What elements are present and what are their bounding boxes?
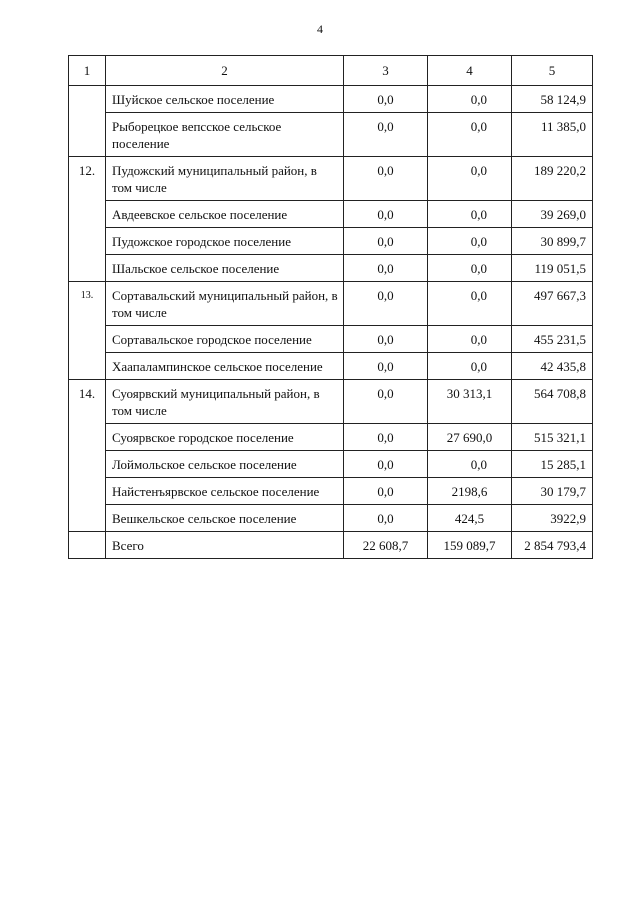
row-name: Пудожское городское поселение [106, 228, 344, 255]
row-value-4: 2198,6 [428, 478, 512, 505]
row-value-5: 497 667,3 [512, 282, 593, 326]
row-value-4: 0,0 [428, 255, 512, 282]
row-value-3: 0,0 [344, 424, 428, 451]
row-name: Хаапалампинское сельское поселение [106, 353, 344, 380]
row-name: Шуйское сельское поселение [106, 86, 344, 113]
row-value-5: 30 899,7 [512, 228, 593, 255]
row-name: Суоярвский муниципальный район, в том числе [106, 380, 344, 424]
table-row [69, 255, 593, 282]
row-value-3: 0,0 [344, 201, 428, 228]
header-col-2: 2 [106, 56, 344, 86]
row-value-5: 455 231,5 [512, 326, 593, 353]
row-name: Авдеевское сельское поселение [106, 201, 344, 228]
row-name: Сортавальский муниципальный район, в том числе [106, 282, 344, 326]
row-value-3: 0,0 [344, 113, 428, 157]
table-row [69, 478, 593, 505]
row-value-5: 39 269,0 [512, 201, 593, 228]
header-col-3: 3 [344, 56, 428, 86]
table-row [69, 86, 593, 113]
row-name: Рыборецкое вепсское сельское поселение [106, 113, 344, 157]
row-value-4: 0,0 [428, 157, 512, 201]
row-value-4: 0,0 [428, 353, 512, 380]
row-name: Пудожский муниципальный район, в том числе [106, 157, 344, 201]
row-value-3: 0,0 [344, 86, 428, 113]
row-value-3: 22 608,7 [344, 532, 428, 559]
row-value-4: 0,0 [428, 228, 512, 255]
table-row [69, 228, 593, 255]
row-name: Шальское сельское поселение [106, 255, 344, 282]
row-value-5: 2 854 793,4 [512, 532, 593, 559]
row-value-4: 30 313,1 [428, 380, 512, 424]
row-value-4: 159 089,7 [428, 532, 512, 559]
table-row [69, 201, 593, 228]
row-value-4: 0,0 [428, 201, 512, 228]
row-value-4: 0,0 [428, 113, 512, 157]
table-row [69, 505, 593, 532]
row-value-5: 42 435,8 [512, 353, 593, 380]
row-value-4: 0,0 [428, 86, 512, 113]
row-number [69, 532, 106, 559]
row-value-3: 0,0 [344, 505, 428, 532]
budget-table [68, 55, 593, 559]
row-number: 12. [69, 157, 106, 282]
row-value-5: 564 708,8 [512, 380, 593, 424]
table-row [69, 157, 593, 201]
row-value-4: 424,5 [428, 505, 512, 532]
row-value-3: 0,0 [344, 353, 428, 380]
row-value-3: 0,0 [344, 326, 428, 353]
table-row [69, 326, 593, 353]
table-row [69, 113, 593, 157]
row-value-3: 0,0 [344, 228, 428, 255]
row-value-4: 27 690,0 [428, 424, 512, 451]
row-value-5: 515 321,1 [512, 424, 593, 451]
row-value-3: 0,0 [344, 380, 428, 424]
row-number: 14. [69, 380, 106, 532]
table-row [69, 424, 593, 451]
row-name: Найстенъярвское сельское поселение [106, 478, 344, 505]
row-number: 13. [69, 282, 106, 380]
row-value-5: 11 385,0 [512, 113, 593, 157]
row-value-5: 58 124,9 [512, 86, 593, 113]
row-value-5: 30 179,7 [512, 478, 593, 505]
table-row [69, 451, 593, 478]
row-name: Вешкельское сельское поселение [106, 505, 344, 532]
table-row [69, 353, 593, 380]
row-value-4: 0,0 [428, 282, 512, 326]
row-value-3: 0,0 [344, 157, 428, 201]
row-name: Суоярвское городское поселение [106, 424, 344, 451]
row-name: Всего [106, 532, 344, 559]
row-value-3: 0,0 [344, 282, 428, 326]
header-row [69, 56, 593, 86]
table-row [69, 282, 593, 326]
total-row [69, 532, 593, 559]
row-name: Сортавальское городское поселение [106, 326, 344, 353]
row-value-5: 119 051,5 [512, 255, 593, 282]
row-value-3: 0,0 [344, 451, 428, 478]
row-value-5: 3922,9 [512, 505, 593, 532]
table-row [69, 380, 593, 424]
page-number: 4 [317, 22, 323, 36]
row-value-5: 15 285,1 [512, 451, 593, 478]
row-value-3: 0,0 [344, 255, 428, 282]
row-value-5: 189 220,2 [512, 157, 593, 201]
header-col-4: 4 [428, 56, 512, 86]
header-col-1: 1 [69, 56, 106, 86]
row-name: Лоймольское сельское поселение [106, 451, 344, 478]
row-value-4: 0,0 [428, 451, 512, 478]
row-value-3: 0,0 [344, 478, 428, 505]
row-number [69, 86, 106, 157]
row-value-4: 0,0 [428, 326, 512, 353]
header-col-5: 5 [512, 56, 593, 86]
